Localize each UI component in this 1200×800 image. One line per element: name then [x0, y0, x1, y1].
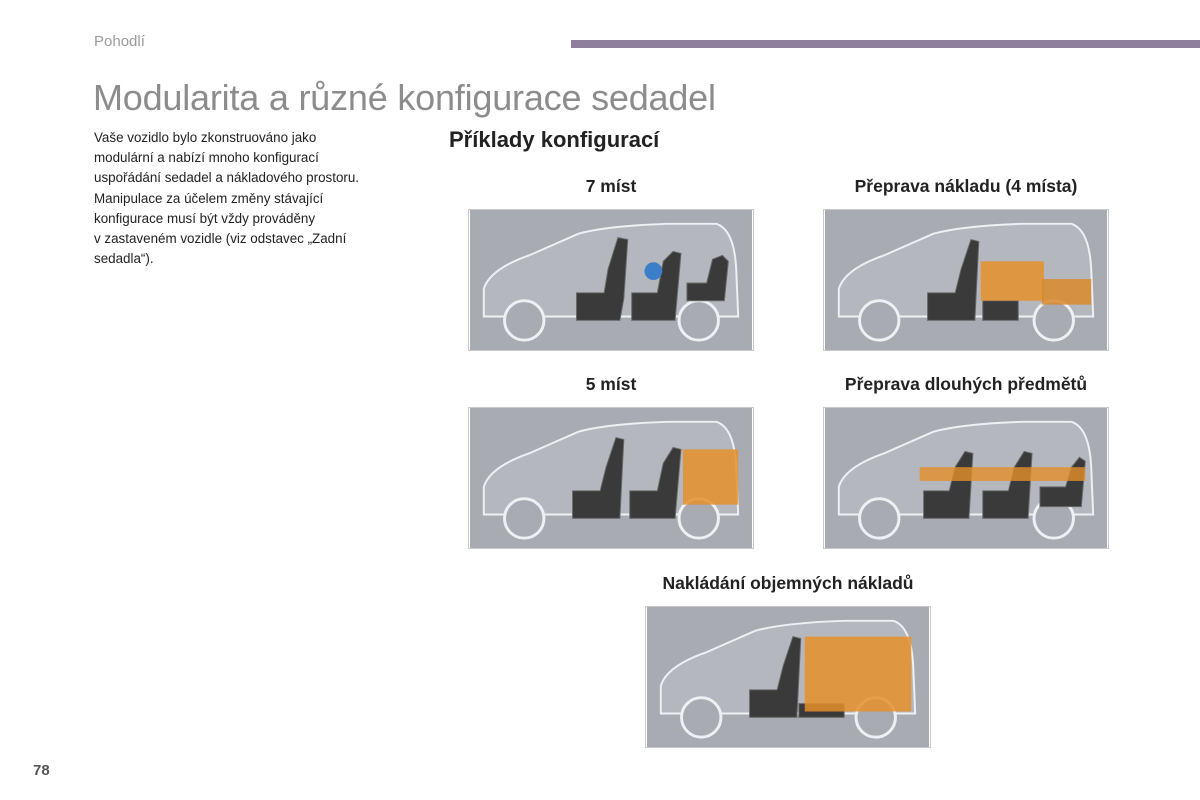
examples-heading: Příklady konfigurací [449, 127, 660, 152]
front-wheel [682, 698, 721, 737]
config-cargo-four-seats [823, 172, 1109, 351]
cargo-block [981, 261, 1044, 300]
config-caption: Přeprava nákladu (4 místa) [854, 176, 1078, 196]
cargo-block [683, 449, 738, 504]
config-caption: 5 míst [585, 374, 637, 394]
config-long-objects [823, 370, 1109, 549]
front-wheel [860, 499, 899, 538]
header-accent-bar [571, 40, 1200, 48]
car-illustration-cargo-four-seats [823, 209, 1109, 351]
config-bulky-cargo [645, 569, 931, 748]
config-caption: 7 míst [585, 176, 637, 196]
page-number: 78 [33, 762, 50, 779]
intro-paragraph: Vaše vozidlo bylo zkonstruováno jako modulární a nabízí mnoho konfigurací uspořádání sedadel a nákladového prostoru. Manipulace za účelem změny stávající konfigurace musí být vždy prováděny v zastaveném vozidle (viz odstavec „Zadní sedadla“). [94, 130, 360, 267]
config-seven-seats [468, 172, 754, 351]
intro-text-block [94, 128, 414, 269]
long-object-block [920, 467, 1086, 481]
front-wheel [505, 301, 544, 340]
config-caption: Nakládání objemných nákladů [662, 573, 914, 593]
car-illustration-seven-seats [468, 209, 754, 351]
front-wheel [505, 499, 544, 538]
config-caption: Přeprava dlouhých předmětů [844, 374, 1088, 394]
cargo-block [805, 637, 911, 712]
config-five-seats [468, 370, 754, 549]
child-seat-icon [645, 262, 663, 280]
seat-row-2-folded [983, 301, 1018, 321]
car-illustration-bulky-cargo [645, 606, 931, 748]
rear-wheel [679, 301, 718, 340]
cargo-floor [1042, 279, 1091, 305]
front-wheel [860, 301, 899, 340]
car-illustration-five-seats [468, 407, 754, 549]
car-illustration-long-objects [823, 407, 1109, 549]
rear-wheel [1034, 301, 1073, 340]
page-title: Modularita a různé konfigurace sedadel [93, 77, 716, 118]
section-label: Pohodlí [94, 33, 145, 50]
